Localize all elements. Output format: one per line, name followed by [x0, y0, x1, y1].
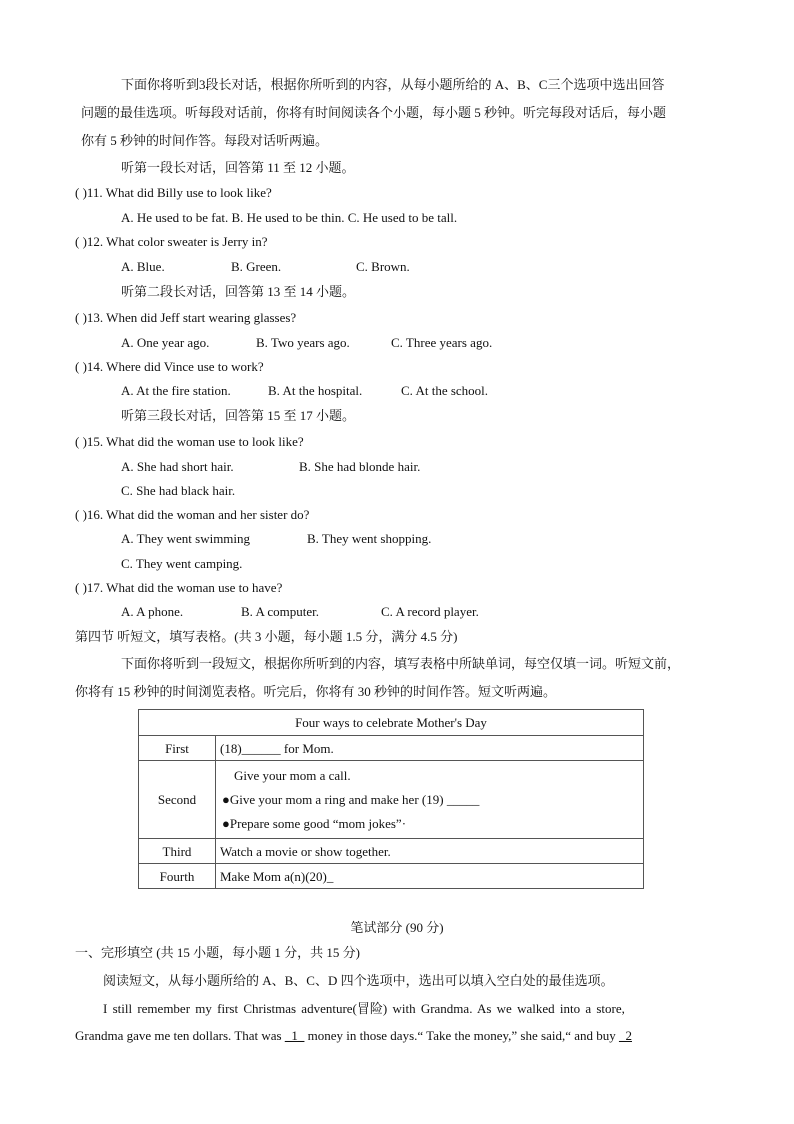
- dialog-header-1: 听第一段长对话，回答第 11 至 12 小题。: [121, 160, 355, 175]
- passage-text: money in those days.“ Take the money,” she said,“ and buy: [304, 1028, 619, 1043]
- question-13-option-a: A. One year ago.: [121, 335, 210, 350]
- table-caption: Four ways to celebrate Mother's Day: [139, 710, 644, 736]
- passage-text: Grandma gave me ten dollars. That was: [75, 1028, 285, 1043]
- listening-intro-line-3: 你有 5 秒钟的时间作答。每段对话听两遍。: [81, 133, 329, 148]
- table-row-value: [216, 761, 644, 839]
- question-13-option-b: B. Two years ago.: [256, 335, 350, 350]
- question-17-option-a: A. A phone.: [121, 604, 184, 619]
- table-row-label: Fourth: [139, 864, 216, 889]
- table-row-label: Third: [139, 839, 216, 864]
- section-4-intro-line-1: 下面你将听到一段短文，根据你所听到的内容，填写表格中所缺单词，每空仅填一词。听短文前，: [121, 656, 681, 671]
- dialog-header-3: 听第三段长对话，回答第 15 至 17 小题。: [121, 408, 356, 423]
- part-1-title: 一、完形填空 (共 15 小题，每小题 1 分，共 15 分): [75, 945, 360, 960]
- question-12-option-c: C. Brown.: [356, 259, 410, 274]
- question-16-option-c: C. They went camping.: [121, 556, 243, 571]
- question-17-option-c: C. A record player.: [381, 604, 479, 619]
- table-row-label: Second: [139, 761, 216, 839]
- question-14-option-a: A. At the fire station.: [121, 383, 231, 398]
- question-15: ( )15. What did the woman use to look like?: [75, 434, 304, 449]
- table-row-value: Watch a movie or show together.: [216, 839, 644, 864]
- question-14: ( )14. Where did Vince use to work?: [75, 359, 264, 374]
- table-line: Give your mom a call.: [234, 767, 351, 783]
- question-11: ( )11. What did Billy use to look like?: [75, 185, 272, 200]
- table-row-value: Make Mom a(n)(20)_: [216, 864, 644, 889]
- dialog-header-2: 听第二段长对话，回答第 13 至 14 小题。: [121, 284, 356, 299]
- question-15-option-b: B. She had blonde hair.: [299, 459, 421, 474]
- question-13: ( )13. When did Jeff start wearing glasses?: [75, 310, 297, 325]
- question-13-option-c: C. Three years ago.: [391, 335, 493, 350]
- table-line-bullet: ●Give your mom a ring and make her (19) _____: [222, 791, 480, 807]
- blank-2: _2: [619, 1028, 632, 1043]
- blank-1: _1_: [284, 1028, 305, 1043]
- question-17-option-b: B. A computer.: [241, 604, 319, 619]
- mothers-day-table: [138, 709, 644, 889]
- table-row: [139, 839, 644, 864]
- section-4-title: 第四节 听短文，填写表格。(共 3 小题，每小题 1.5 分，满分 4.5 分): [75, 629, 458, 644]
- question-12-option-b: B. Green.: [231, 259, 282, 274]
- question-16-option-a: A. They went swimming: [121, 531, 251, 546]
- section-4-intro-line-2: 你将有 15 秒钟的时间浏览表格。听完后，你将有 30 秒钟的时间作答。短文听两遍。: [75, 684, 557, 699]
- passage-line-2: [75, 1029, 632, 1042]
- question-11-options: A. He used to be fat. B. He used to be thin. C. He used to be tall.: [121, 210, 458, 225]
- question-14-option-b: B. At the hospital.: [268, 383, 363, 398]
- listening-intro-line-1: 下面你将听到3段长对话，根据你所听到的内容，从每小题所给的 A、B、C三个选项中选出回答: [121, 77, 665, 92]
- written-heading: 笔试部分 (90 分): [350, 920, 444, 935]
- listening-intro-line-2: 问题的最佳选项。听每段对话前，你将有时间阅读各个小题，每小题 5 秒钟。听完每段对话后，每小题: [81, 105, 667, 120]
- table-row-value: (18)______ for Mom.: [216, 736, 644, 761]
- question-14-option-c: C. At the school.: [401, 383, 489, 398]
- table-line-bullet: ●Prepare some good “mom jokes”·: [222, 815, 407, 831]
- question-16: ( )16. What did the woman and her sister do?: [75, 507, 310, 522]
- question-17: ( )17. What did the woman use to have?: [75, 580, 283, 595]
- question-15-option-c: C. She had black hair.: [121, 483, 236, 498]
- question-12: ( )12. What color sweater is Jerry in?: [75, 234, 268, 249]
- table-row: [139, 736, 644, 761]
- table-row: [139, 864, 644, 889]
- table-row-label: First: [139, 736, 216, 761]
- part-1-instruction: 阅读短文，从每小题所给的 A、B、C、D 四个选项中，选出可以填入空白处的最佳选项。: [103, 973, 614, 988]
- question-12-option-a: A. Blue.: [121, 259, 165, 274]
- passage-line-1: I still remember my first Christmas adventure(冒险) with Grandma. As we walked into a store,: [103, 1001, 625, 1016]
- table-row: [139, 761, 644, 839]
- question-15-option-a: A. She had short hair.: [121, 459, 234, 474]
- question-16-option-b: B. They went shopping.: [307, 531, 432, 546]
